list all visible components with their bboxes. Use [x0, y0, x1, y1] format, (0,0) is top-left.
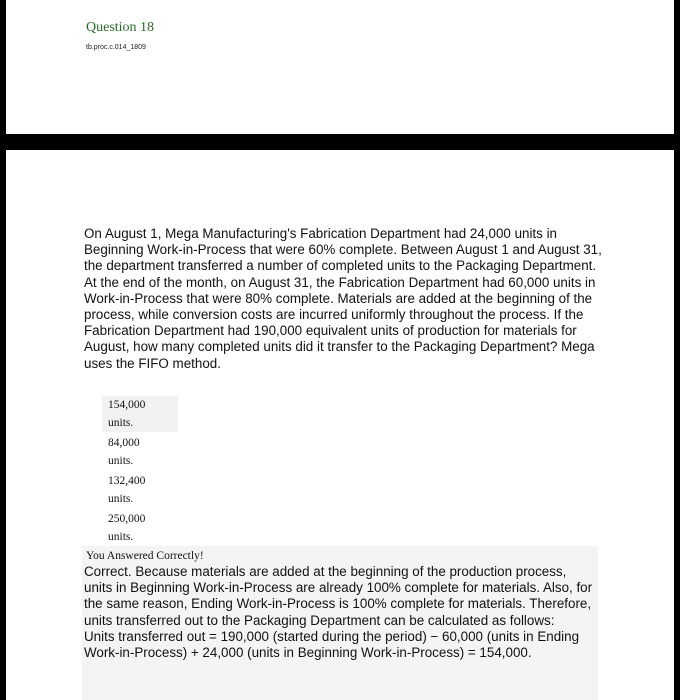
answer-feedback	[82, 546, 598, 700]
option-unit: units.	[108, 417, 134, 429]
question-header-panel	[6, 0, 674, 134]
feedback-body	[84, 564, 596, 661]
option-unit: units.	[108, 531, 134, 543]
option-unit: units.	[108, 493, 134, 505]
option-value: 84,000	[108, 437, 140, 449]
option-unit: units.	[108, 455, 134, 467]
option-value: 132,400	[108, 475, 146, 487]
option-value: 154,000	[108, 399, 146, 411]
option-value: 250,000	[108, 513, 146, 525]
feedback-calculation: Units transferred out = 190,000 (started during the period) − 60,000 (units in Ending Work-in-Process) + 24,000 (units in Beginning Work-in-Process) = 154,000.	[84, 628, 580, 661]
answer-option-2[interactable]	[108, 434, 178, 470]
answer-option-4[interactable]	[108, 510, 178, 546]
question-content-panel	[6, 150, 674, 700]
question-title: Question 18	[86, 20, 155, 35]
feedback-heading: You Answered Correctly!	[86, 550, 204, 562]
question-code: tb.proc.c.014_1809	[86, 44, 146, 51]
feedback-explanation: Correct. Because materials are added at the beginning of the production process, units in Beginning Work-in-Process are already 100% complete for materials. Also, for the same reason, Ending Work-in-Process is 100% complete for materials. Therefore, units transferred out to the Packaging Department can be calculated as follows:	[84, 564, 593, 628]
answer-option-1[interactable]	[102, 396, 178, 432]
answer-option-3[interactable]	[108, 472, 178, 508]
question-text: On August 1, Mega Manufacturing's Fabrication Department had 24,000 units in Beginning Work-in-Process that were 60% complete. Between August 1 and August 31, the department transferred a number of completed units to the Packaging Department. At the end of the month, on August 31, the Fabrication Department had 60,000 units in Work-in-Process that were 80% complete. Materials are added at the beginning of the process, while conversion costs are incurred uniformly throughout the process. If the Fabrication Department had 190,000 equivalent units of production for materials for August, how many completed units did it transfer to the Packaging Department? Mega uses the FIFO method.	[84, 226, 602, 371]
